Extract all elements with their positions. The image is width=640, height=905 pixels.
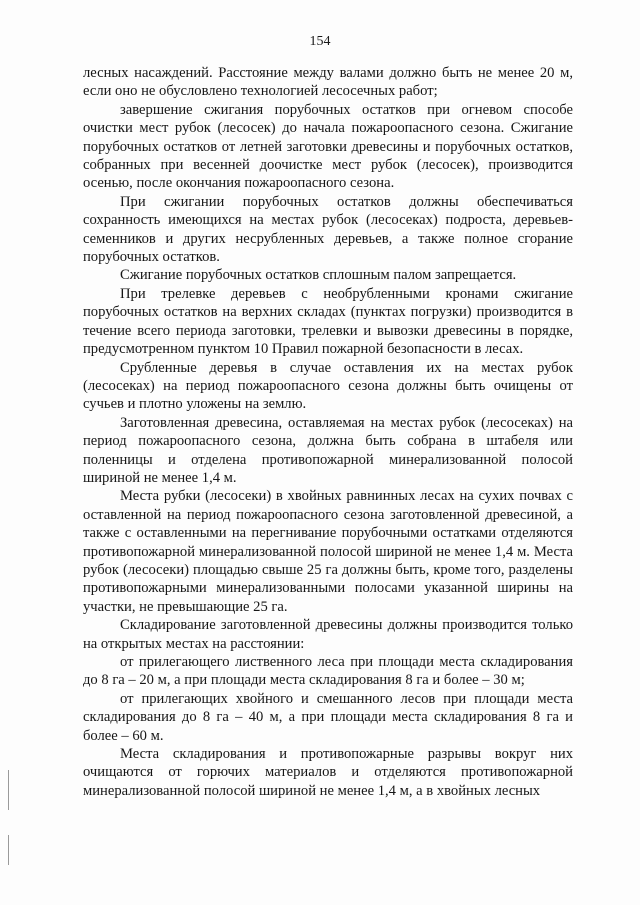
scan-margin-mark: [8, 835, 9, 865]
paragraph: При трелевке деревьев с необрубленными кронами сжигание порубочных остатков на верхних складах (пунктах погрузки) производится в течение всего периода заготовки, трелевки и вывозки древесины в порядке, предусмотренном пунктом 10 Правил пожарной безопасности в лесах.: [83, 285, 573, 358]
paragraph: Заготовленная древесина, оставляемая на местах рубок (лесосеках) на период пожароопасного сезона, должна быть собрана в штабеля или поленницы и отделена противопожарной минерализованной полосой шириной не менее 1,4 м.: [83, 414, 573, 486]
page-number: 154: [309, 34, 331, 49]
paragraph: Складирование заготовленной древесины должны производится только на открытых местах на расстоянии:: [83, 617, 573, 652]
paragraph: Места рубки (лесосеки) в хвойных равнинных лесах на сухих почвах с оставленной на период пожароопасного сезона заготовленной древесиной, а также с оставленными на перегнивание порубочными остатками отделяются противопожарной минерализованной полосой шириной не менее 1,4 м. Места рубок (лесосеки) площадью свыше 25 га должны быть, кроме того, разделены противопожарными минерализованными полосами указанной ширины на участки, не превышающие 25 га.: [83, 488, 573, 615]
paragraph: Сжигание порубочных остатков сплошным палом запрещается.: [120, 267, 517, 284]
paragraph: от прилегающих хвойного и смешанного лесов при площади места складирования до 8 га – 40 м, а при площади места складирования 8 га и более – 60 м.: [83, 690, 573, 744]
paragraph: от прилегающего лиственного леса при площади места складирования до 8 га – 20 м, а при площади места складирования 8 га и более – 30 м;: [83, 654, 573, 689]
paragraph: При сжигании порубочных остатков должны обеспечиваться сохранность имеющихся на местах рубок (лесосеках) подроста, деревьев-семенников и других несрубленных деревьев, а также полное сгорание порубочных остатков.: [83, 193, 573, 266]
paragraph: завершение сжигания порубочных остатков при огневом способе очистки мест рубок (лесосек) до начала пожароопасного сезона. Сжигание порубочных остатков от летней заготовки древесины и порубочных остатков, собранных при весенней доочистке мест рубок (лесосек), производится осенью, после окончания пожароопасного сезона.: [83, 101, 573, 192]
paragraph: Срубленные деревья в случае оставления их на местах рубок (лесосеках) на период пожароопасного сезона должны быть очищены от сучьев и плотно уложены на землю.: [83, 359, 573, 413]
paragraph: Места складирования и противопожарные разрывы вокруг них очищаются от горючих материалов и отделяются противопожарной минерализованной полосой шириной не менее 1,4 м, а в хвойных лесных: [83, 746, 573, 799]
document-body: [83, 64, 573, 800]
scan-margin-mark: [8, 770, 9, 810]
paragraph: лесных насаждений. Расстояние между валами должно быть не менее 20 м, если оно не обусловлено технологией лесосечных работ;: [83, 65, 573, 100]
